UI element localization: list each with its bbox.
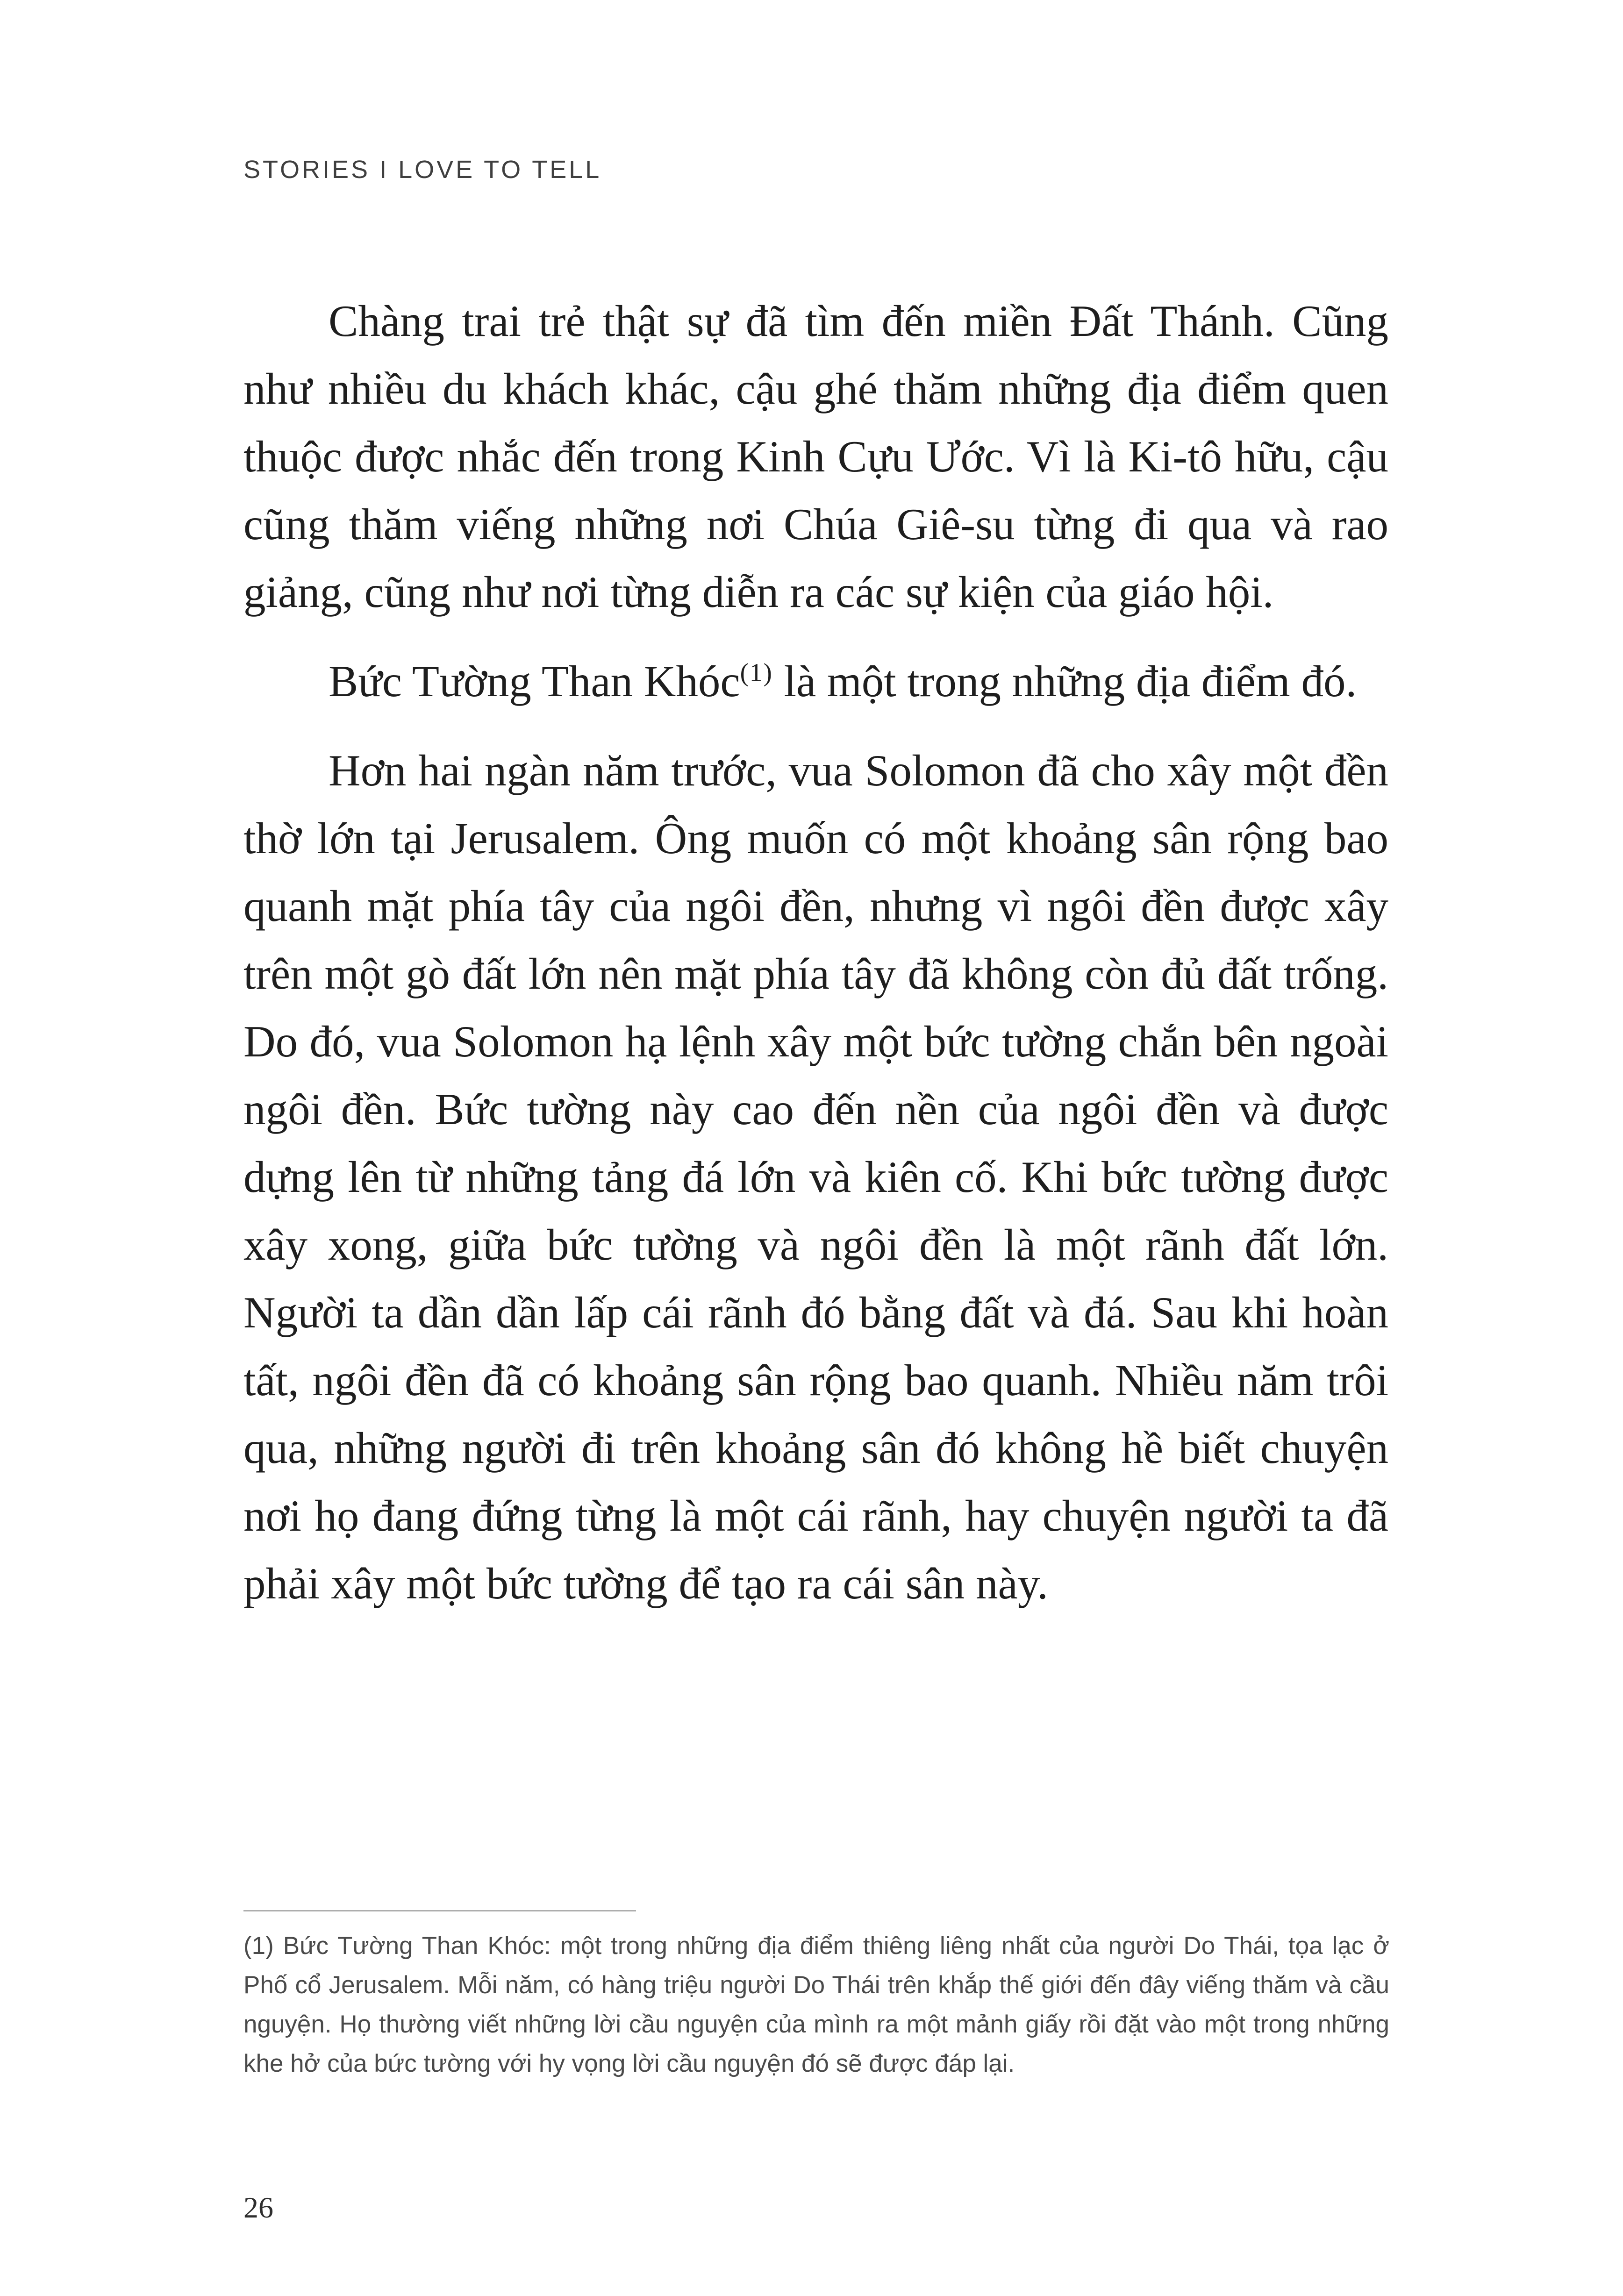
paragraph-2	[243, 648, 1388, 715]
footnote-reference-marker: (1)	[740, 658, 773, 687]
footnote-text: (1) Bức Tường Than Khóc: một trong những địa điểm thiêng liêng nhất của người Do Thái, tọa lạc ở Phố cổ Jerusalem. Mỗi năm, có hàng triệu người Do Thái trên khắp thế giới đến đây viếng thăm và cầu nguyện. Họ thường viết những lời cầu nguyện của mình ra một mảnh giấy rồi đặt vào một trong những khe hở của bức tường với hy vọng lời cầu nguyện đó sẽ được đáp lại.	[243, 1932, 1389, 2077]
footnote-divider	[243, 1910, 636, 1911]
page-body	[243, 287, 1388, 1618]
running-header: STORIES I LOVE TO TELL	[243, 156, 602, 184]
paragraph-1: Chàng trai trẻ thật sự đã tìm đến miền Đất Thánh. Cũng như nhiều du khách khác, cậu ghé thăm những địa điểm quen thuộc được nhắc đến trong Kinh Cựu Ước. Vì là Ki-tô hữu, cậu cũng thăm viếng những nơi Chúa Giê-su từng đi qua và rao giảng, cũng như nơi từng diễn ra các sự kiện của giáo hội.	[243, 296, 1388, 617]
page-number: 26	[243, 2191, 273, 2224]
paragraph-2-text-continued: là một trong những địa điểm đó.	[772, 656, 1357, 706]
footnote-area	[243, 1910, 1389, 2083]
paragraph-2-text: Bức Tường Than Khóc	[329, 656, 740, 706]
paragraph-3: Hơn hai ngàn năm trước, vua Solomon đã cho xây một đền thờ lớn tại Jerusalem. Ông muốn có một khoảng sân rộng bao quanh mặt phía tây của ngôi đền, nhưng vì ngôi đền được xây trên một gò đất lớn nên mặt phía tây đã không còn đủ đất trống. Do đó, vua Solomon hạ lệnh xây một bức tường chắn bên ngoài ngôi đền. Bức tường này cao đến nền của ngôi đền và được dựng lên từ những tảng đá lớn và kiên cố. Khi bức tường được xây xong, giữa bức tường và ngôi đền là một rãnh đất lớn. Người ta dần dần lấp cái rãnh đó bằng đất và đá. Sau khi hoàn tất, ngôi đền đã có khoảng sân rộng bao quanh. Nhiều năm trôi qua, những người đi trên khoảng sân đó không hề biết chuyện nơi họ đang đứng từng là một cái rãnh, hay chuyện người ta đã phải xây một bức tường để tạo ra cái sân này.	[243, 746, 1388, 1608]
